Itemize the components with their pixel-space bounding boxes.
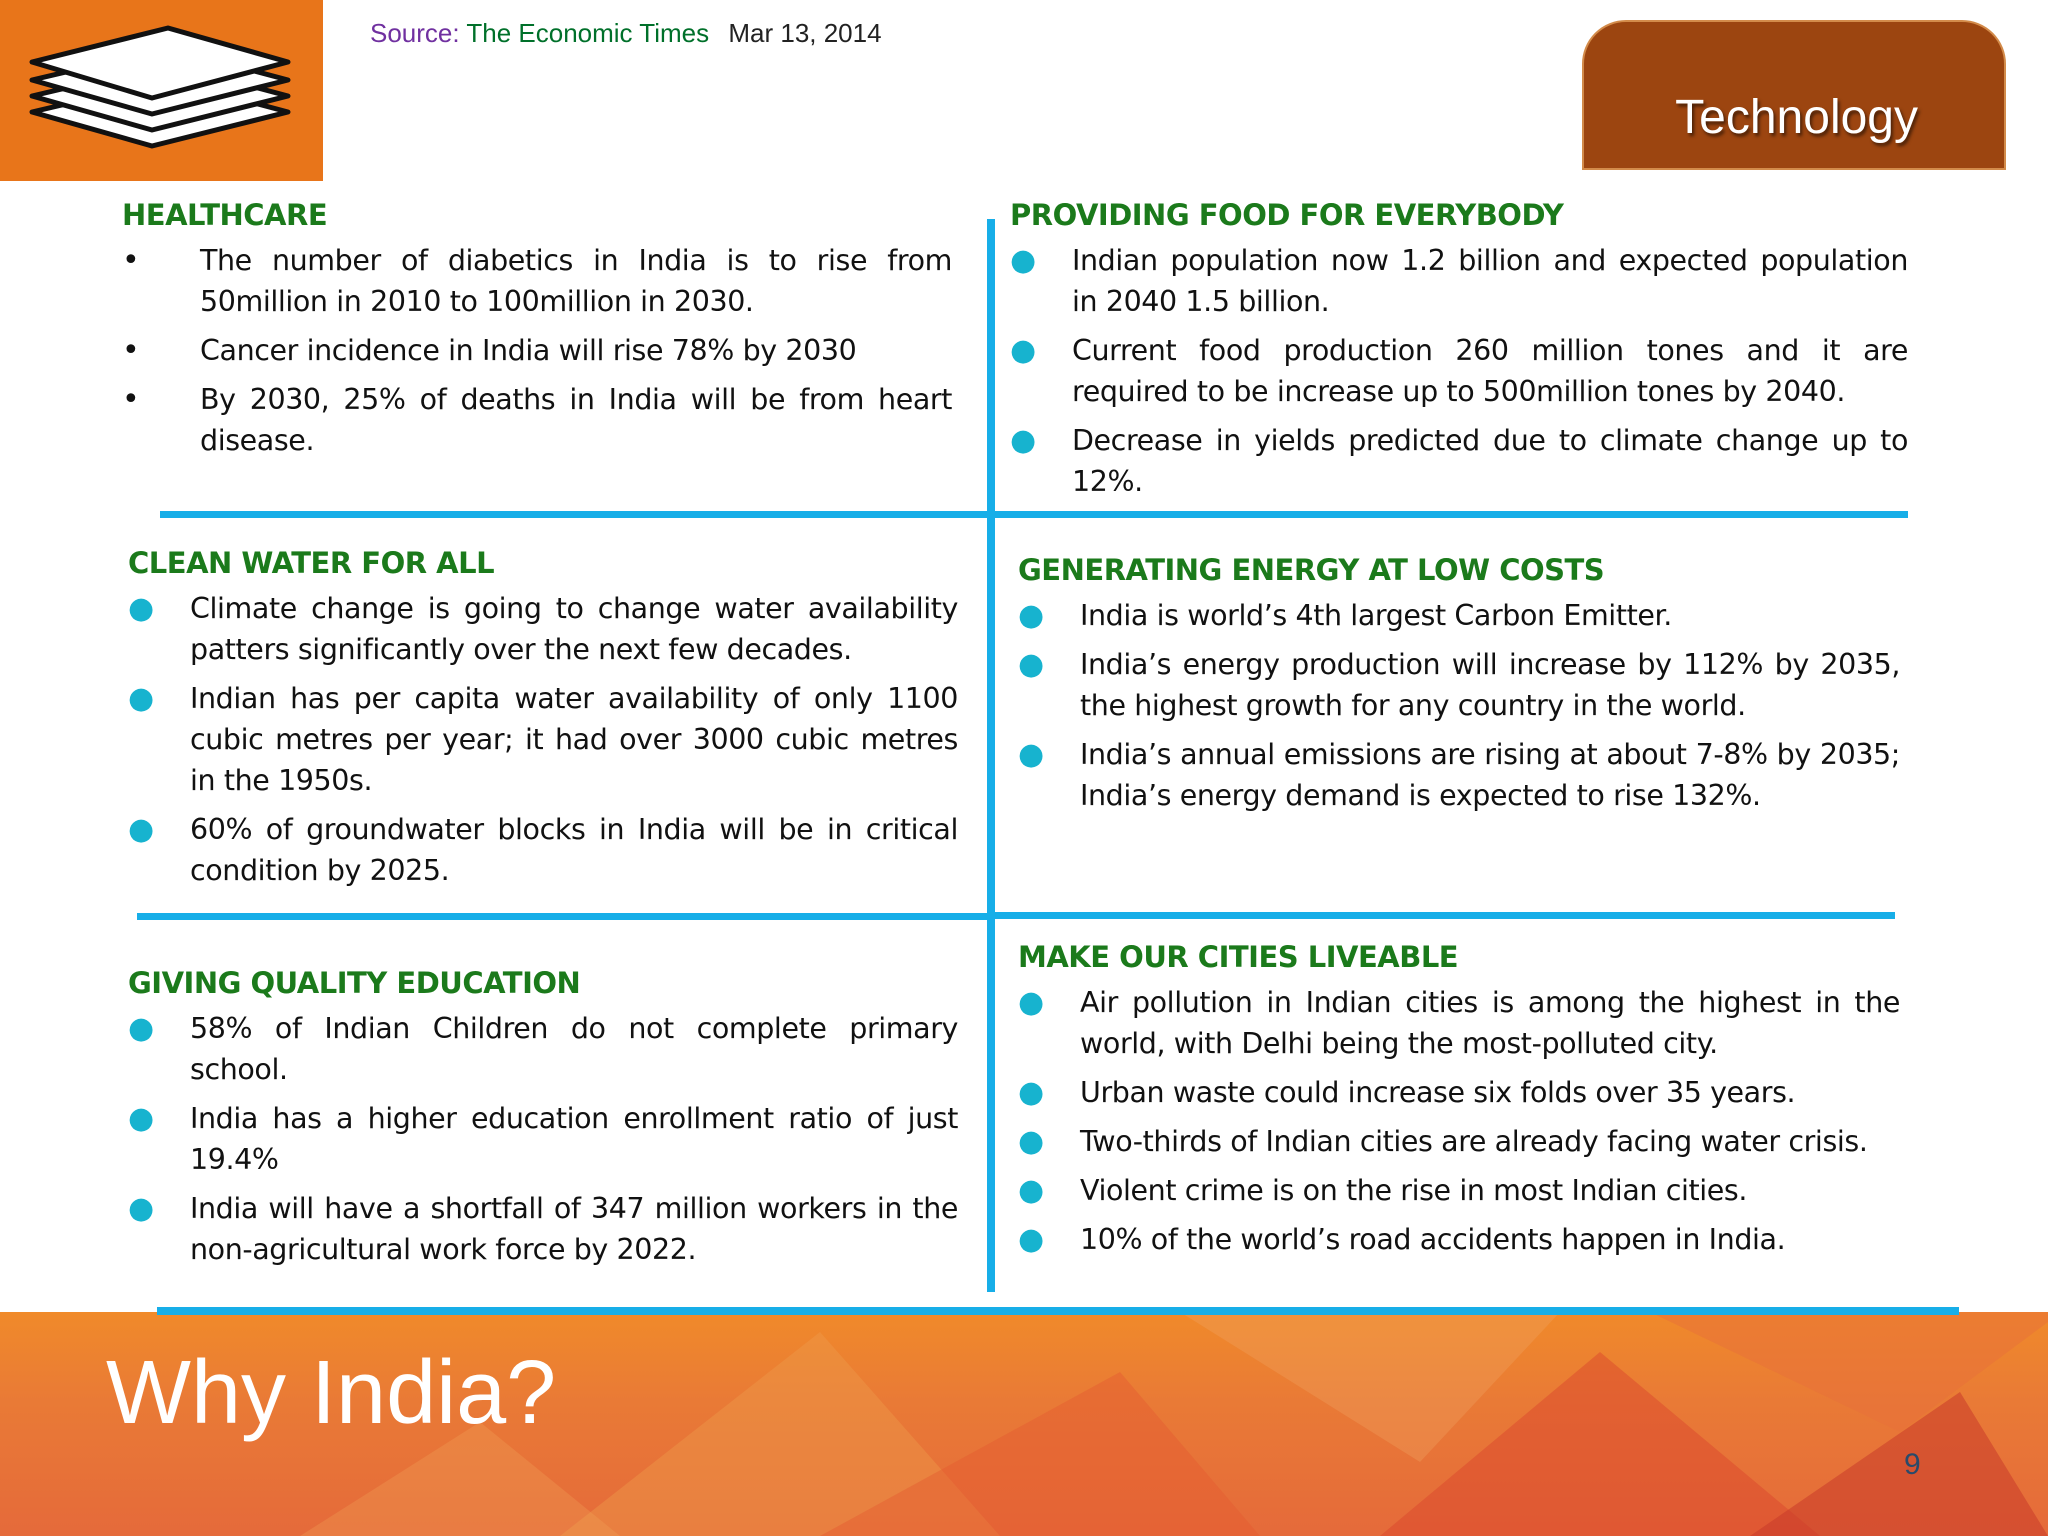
technology-tab [1582, 20, 2006, 170]
list-item: • Cancer incidence in India will rise 78% by 2030 [122, 333, 857, 368]
logo-tile [0, 0, 323, 181]
source-line [370, 18, 882, 49]
list-item: ● 60% of groundwater blocks in India will be in critical condition by 2025. [128, 812, 958, 887]
section-title: MAKE OUR CITIES LIVEABLE [1018, 940, 1459, 974]
list-item: ● 10% of the world’s road accidents happen in India. [1018, 1222, 1786, 1257]
section-education [128, 966, 958, 1278]
list-item: ● India has a higher education enrollment ratio of just 19.4% [128, 1101, 958, 1176]
section-food [1010, 198, 1908, 510]
list-item: ● India will have a shortfall of 347 million workers in the non-agricultural work force by 2022. [128, 1191, 958, 1266]
source-label: Source: [370, 18, 460, 48]
source-name: The Economic Times [466, 18, 710, 48]
list-item: ● Indian has per capita water availability of only 1100 cubic metres per year; it had over 3000 cubic metres in the 1950s. [128, 681, 958, 797]
list-item: ● India is world’s 4th largest Carbon Emitter. [1018, 598, 1672, 633]
list-item: ● Two-thirds of Indian cities are already facing water crisis. [1018, 1124, 1868, 1159]
list-item: ● Indian population now 1.2 billion and expected population in 2040 1.5 billion. [1010, 243, 1908, 318]
page-title: Why India? [106, 1343, 557, 1443]
list-item: ● Violent crime is on the rise in most Indian cities. [1018, 1173, 1748, 1208]
list-item: • The number of diabetics in India is to rise from 50million in 2010 to 100million in 2030. [122, 243, 952, 318]
divider-row1-left [160, 511, 990, 518]
divider-row2-left [137, 913, 990, 920]
list-item: ● India’s annual emissions are rising at about 7-8% by 2035; India’s energy demand is expected to rise 132%. [1018, 737, 1900, 812]
list-item: ● India’s energy production will increase by 112% by 2035, the highest growth for any country in the world. [1018, 647, 1900, 722]
divider-row2-right [992, 912, 1895, 919]
section-healthcare [122, 198, 952, 469]
list-item: • By 2030, 25% of deaths in India will be from heart disease. [122, 382, 952, 457]
section-title: GIVING QUALITY EDUCATION [128, 966, 581, 1000]
section-title: GENERATING ENERGY AT LOW COSTS [1018, 553, 1605, 587]
divider-row1-right [992, 511, 1908, 518]
list-item: ● Climate change is going to change water availability patters significantly over the next few decades. [128, 591, 958, 666]
source-date: Mar 13, 2014 [728, 18, 882, 48]
vertical-divider [987, 219, 995, 1292]
section-title: CLEAN WATER FOR ALL [128, 546, 495, 580]
technology-tab-label: Technology [1675, 91, 1918, 144]
section-water [128, 546, 958, 899]
list-item: ● Current food production 260 million tones and it are required to be increase up to 500million tones by 2040. [1010, 333, 1908, 408]
section-energy [1018, 553, 1900, 824]
list-item: ● Decrease in yields predicted due to climate change up to 12%. [1010, 423, 1908, 498]
page-number: 9 [1904, 1448, 1921, 1481]
section-title: PROVIDING FOOD FOR EVERYBODY [1010, 198, 1564, 232]
section-cities [1018, 940, 1900, 1268]
section-title: HEALTHCARE [122, 198, 328, 232]
stacked-layers-icon [22, 22, 298, 158]
footer-divider [157, 1307, 1959, 1315]
list-item: ● Air pollution in Indian cities is among the highest in the world, with Delhi being the most-polluted city. [1018, 985, 1900, 1060]
list-item: ● Urban waste could increase six folds over 35 years. [1018, 1075, 1796, 1110]
list-item: ● 58% of Indian Children do not complete primary school. [128, 1011, 958, 1086]
